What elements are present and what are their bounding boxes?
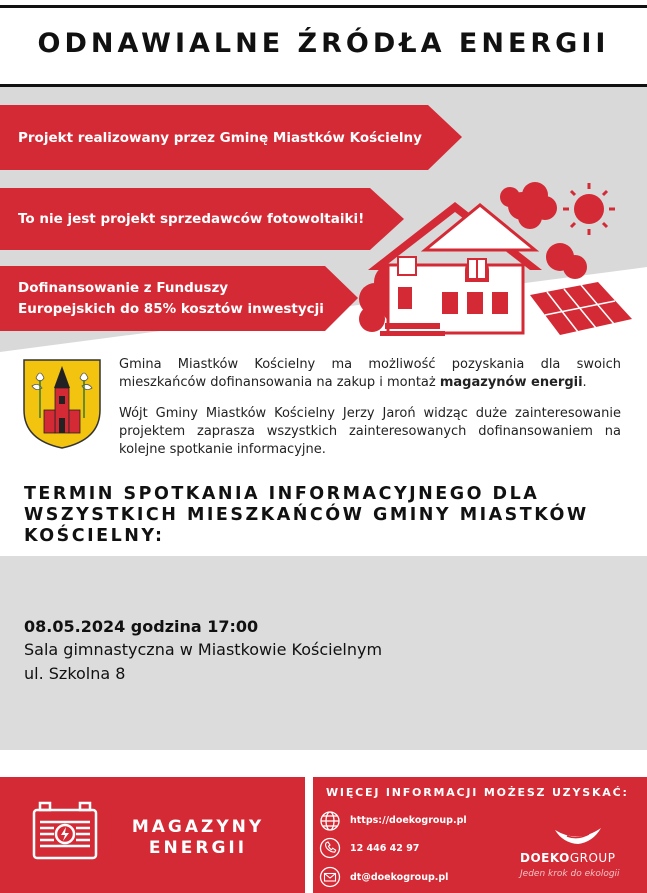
meeting-place: Sala gimnastyczna w Miastkowie Kościelnym: [24, 640, 383, 659]
doeko-logo-mark: [553, 826, 603, 848]
globe-icon: [319, 810, 341, 832]
phone-link[interactable]: 12 446 42 97: [350, 843, 420, 854]
meeting-datetime: 08.05.2024 godzina 17:00: [24, 617, 259, 636]
banner-not-seller: To nie jest projekt sprzedawców fotowoltaiki!: [18, 211, 365, 227]
more-info-heading: WIĘCEJ INFORMACJI MOŻESZ UZYSKAĆ:: [326, 786, 629, 799]
banner-funding: Dofinansowanie z Funduszy Europejskich do 85% kosztów inwestycji: [18, 280, 324, 317]
intro-paragraph-1: Gmina Miastków Kościelny ma możliwość pozyskania dla swoich mieszkańców dofinansowania na zakup i montaż magazynów energii.: [119, 357, 621, 390]
brand-name: DOEKOGROUP: [520, 851, 616, 865]
sun-icon: [563, 183, 615, 235]
intro-highlight: magazynów energii: [439, 375, 583, 390]
intro-text: [119, 356, 621, 459]
solar-panel-icon: [530, 282, 632, 335]
email-link[interactable]: dt@doekogroup.pl: [350, 872, 449, 883]
website-link[interactable]: https://doekogroup.pl: [350, 815, 467, 826]
meeting-heading: TERMIN SPOTKANIA INFORMACYJNEGO DLA WSZYSTKICH MIESZKAŃCÓW GMINY MIASTKÓW KOŚCIELNY:: [24, 484, 589, 546]
meeting-address: ul. Szkolna 8: [24, 664, 126, 683]
page-title: ODNAWIALNE ŹRÓDŁA ENERGII: [37, 28, 610, 59]
brand-tagline: Jeden krok do ekologii: [520, 869, 620, 879]
battery-icon: [30, 800, 100, 862]
banner-project: Projekt realizowany przez Gminę Miastków Kościelny: [18, 130, 422, 146]
phone-icon: [319, 837, 341, 859]
product-label: MAGAZYNY ENERGII: [131, 817, 265, 858]
intro-paragraph-2: Wójt Gminy Miastków Kościelny Jerzy Jaroń widząc duże zainteresowanie projektem zaprasza wszystkich zainteresowanych dofinansowaniem na kolejne spotkanie informacyjne.: [119, 406, 621, 457]
mail-icon: [319, 866, 341, 888]
coat-of-arms: [22, 358, 102, 450]
